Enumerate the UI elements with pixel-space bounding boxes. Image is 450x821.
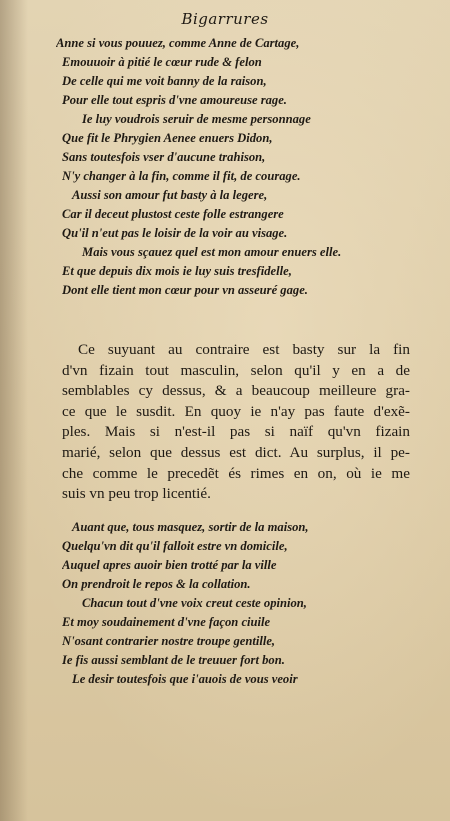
verse-line: Sans toutesfois vser d'aucune trahison, <box>62 150 266 164</box>
verse-line: Ie fis aussi semblant de le treuuer fort bon. <box>62 653 285 667</box>
verse-line: Qu'il n'eut pas le loisir de la voir au visage. <box>62 226 288 240</box>
verse-line: Et que depuis dix mois ie luy suis tresfidelle, <box>62 264 292 278</box>
verse-line: N'osant contrarier nostre troupe gentille, <box>62 634 276 648</box>
prose-line: che comme le precedẽt és rimes en on, où ie me <box>62 464 410 482</box>
page-gutter-shadow <box>0 0 28 821</box>
prose-line: marié, selon que dessus est dict. Au surplus, il pe- <box>62 443 410 461</box>
verse-line: Que fit le Phrygien Aenee enuers Didon, <box>62 131 273 145</box>
verse-line: Chacun tout d'vne voix creut ceste opinion, <box>82 596 307 610</box>
prose-line: Ce suyuant au contraire est basty sur la fin <box>78 341 410 358</box>
verse-line: Emouuoir à pitié le cœur rude & felon <box>62 55 262 69</box>
verse-line: On prendroit le repos & la collation. <box>62 577 251 591</box>
verse-line: Mais vous sçauez quel est mon amour enuers elle. <box>82 245 342 259</box>
verse-line: Et moy soudainement d'vne façon ciuile <box>62 615 271 629</box>
prose-line: d'vn fizain tout masculin, selon qu'il y en a de <box>62 361 410 379</box>
verse-line: Car il deceut plustost ceste folle estrangere <box>62 207 284 221</box>
prose-line: ce que le susdit. En quoy ie n'ay pas faute d'exẽ- <box>62 402 410 420</box>
verse-line: Ie luy voudrois seruir de mesme personnage <box>82 112 311 126</box>
sonnet-1 <box>56 34 402 300</box>
verse-line: Quelqu'vn dit qu'il falloit estre vn domicile, <box>62 539 288 553</box>
verse-line: De celle qui me voit banny de la raison, <box>62 74 267 88</box>
verse-line: Le desir toutesfois que i'auois de vous veoir <box>72 672 298 686</box>
verse-line: Aussi son amour fut basty à la legere, <box>72 188 268 202</box>
verse-line: Anne si vous pouuez, comme Anne de Cartage, <box>56 36 300 50</box>
verse-line: Pour elle tout espris d'vne amoureuse rage. <box>62 93 287 107</box>
prose-line: suis vn peu trop licentié. <box>62 485 211 503</box>
verse-line: Dont elle tient mon cœur pour vn asseuré gage. <box>62 283 308 297</box>
prose-line: semblables cy dessus, & a beaucoup meilleure gra- <box>62 382 410 400</box>
running-head: Bigarrures <box>181 10 269 28</box>
verse-line: Auant que, tous masquez, sortir de la maison, <box>72 520 309 534</box>
verse-line: Auquel apres auoir bien trotté par la ville <box>62 558 277 572</box>
prose-line: ples. Mais si n'est-il pas si naïf qu'vn fizain <box>62 423 410 441</box>
verse-line: N'y changer à la fin, comme il fit, de courage. <box>62 169 301 183</box>
sonnet-2 <box>62 518 402 689</box>
prose-paragraph <box>62 340 410 505</box>
